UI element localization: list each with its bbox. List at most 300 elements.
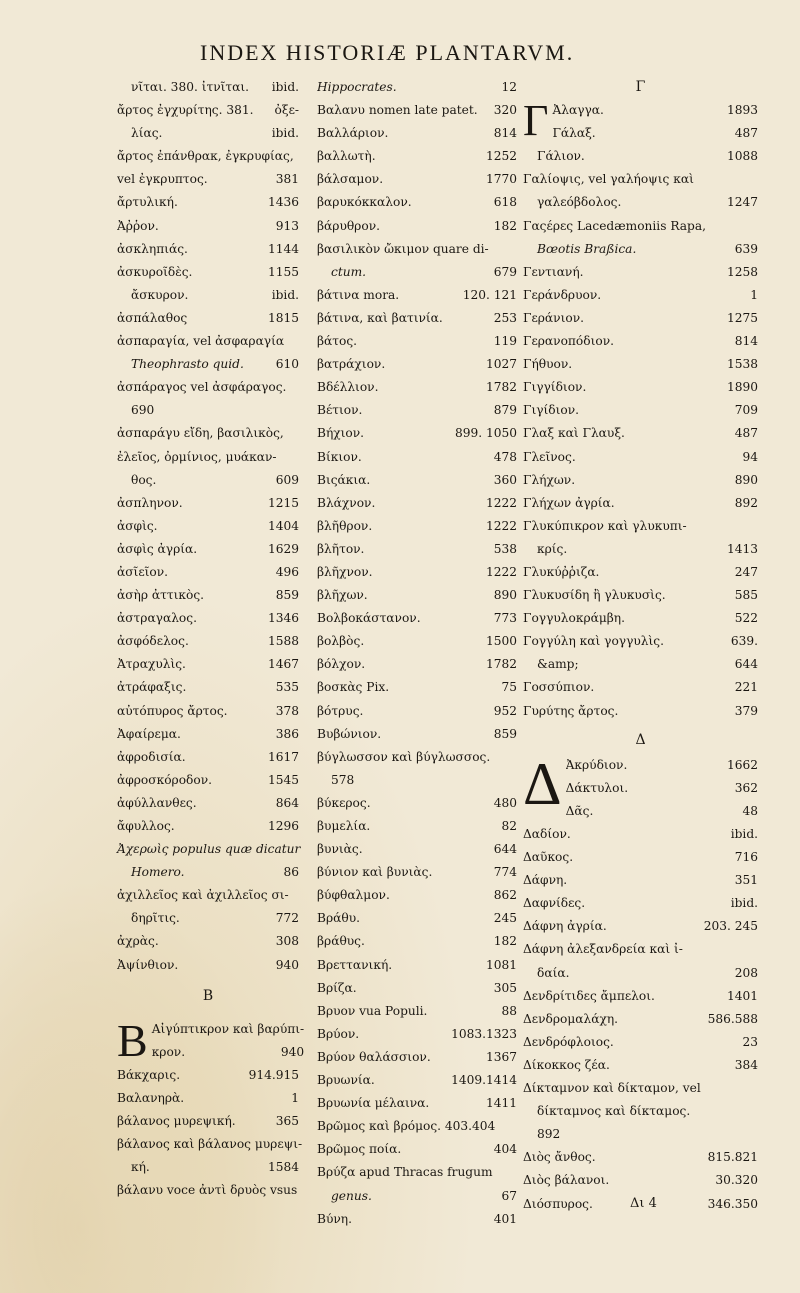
page-title: INDEX HISTORIÆ PLANTARVM. — [200, 40, 575, 65]
entry-term: Γήθυον. — [523, 357, 573, 372]
entry-page: 1222 — [485, 564, 517, 579]
entry-term: Διὸς βάλανοι. — [523, 1173, 610, 1188]
index-entry — [317, 469, 517, 492]
entry-page: 1782 — [485, 380, 517, 395]
entry-page: 914.915 — [248, 1067, 299, 1082]
entry-page: 12 — [501, 80, 517, 94]
entry-term: Ἀτραχυλὶς. — [117, 657, 186, 672]
entry-page: 639 — [734, 241, 758, 256]
index-entry — [117, 238, 299, 261]
entry-page: 386 — [275, 726, 299, 741]
entry-term: Γοσσύπιον. — [523, 680, 595, 695]
entry-page: 308 — [275, 934, 299, 949]
entry-term: ἀσπληνον. — [117, 495, 183, 510]
entry-term: ἀστραγαλος. — [117, 611, 197, 626]
entry-page: 86 — [283, 865, 299, 880]
index-entry — [317, 76, 517, 99]
entry-term: Ἀῤῥον. — [117, 218, 159, 233]
index-entry — [317, 353, 517, 376]
entry-page: 1296 — [267, 819, 299, 833]
index-entry — [317, 1115, 517, 1138]
entry-page: 378 — [275, 703, 299, 718]
index-entry — [317, 399, 517, 422]
entry-page: 1346 — [267, 611, 299, 626]
entry-term: βαλλωτὴ. — [317, 149, 376, 164]
entry-term: Βρῶμος καὶ βρόμος. 403.404 — [317, 1119, 496, 1134]
entry-term: βόλχον. — [317, 657, 366, 672]
entry-term: βύκερος. — [317, 795, 371, 810]
index-entry — [552, 122, 758, 145]
entry-term: βάρυθρον. — [317, 218, 380, 233]
index-entry — [317, 538, 517, 561]
entry-term: Βάκχαρις. — [117, 1067, 181, 1082]
drop-cap-block — [523, 96, 758, 146]
entry-term: Βρεττανική. — [317, 957, 393, 972]
index-entry — [523, 261, 758, 284]
entry-term: βλῆχων. — [317, 588, 368, 603]
index-entry — [317, 723, 517, 746]
entry-term: ἀσφόδελος. — [117, 634, 189, 649]
entry-page: 487 — [734, 126, 758, 141]
entry-term: Γλεῖνος. — [523, 449, 576, 464]
entry-page: 1 — [750, 287, 758, 302]
index-entry — [523, 1031, 758, 1054]
entry-page: 618 — [493, 195, 517, 210]
entry-page: 709 — [734, 403, 758, 418]
entry-term: Βολβοκάστανον. — [317, 611, 421, 626]
entry-page: 1584 — [267, 1160, 299, 1175]
entry-term: Βράθυ. — [317, 911, 360, 926]
entry-term: βύφθαλμον. — [317, 888, 390, 903]
entry-continuation: 690 — [131, 403, 155, 418]
entry-term: γαλεόβδολος. — [537, 195, 622, 210]
index-entry — [117, 469, 299, 492]
index-entry — [566, 777, 758, 800]
entry-term: Βήχιον. — [317, 426, 365, 441]
entry-term: Δαδίον. — [523, 827, 571, 841]
signature-mark: Δι 4 — [630, 1196, 657, 1211]
index-entry — [317, 191, 517, 214]
index-column-2 — [317, 76, 517, 1231]
index-entry — [117, 261, 299, 284]
entry-page: 952 — [493, 703, 517, 718]
entry-page: 1144 — [267, 241, 299, 256]
entry-term: Δαῦκος. — [523, 850, 574, 865]
entry-term: βάλανος μυρεψική. — [117, 1114, 236, 1129]
index-entry — [117, 191, 299, 214]
entry-page: 1367 — [485, 1049, 517, 1064]
entry-term: ἀφροσκόροδον. — [117, 772, 213, 787]
entry-page: 253 — [493, 310, 517, 325]
entry-page: 362 — [734, 780, 758, 795]
entry-page: 1 — [291, 1091, 299, 1106]
index-entry — [523, 376, 758, 399]
entry-term: βολβὸς. — [317, 634, 365, 649]
index-entry — [117, 815, 299, 838]
entry-term: ἄρτυλική. — [117, 195, 178, 210]
index-entry — [317, 607, 517, 630]
drop-cap-block — [523, 750, 758, 823]
index-entry — [317, 1138, 517, 1161]
index-entry — [117, 607, 299, 630]
entry-term: ἄφυλλος. — [117, 819, 175, 833]
entry-page: 1088 — [726, 149, 758, 164]
entry-term: Δίκοκκος ζέα. — [523, 1057, 610, 1072]
index-entry — [317, 653, 517, 676]
entry-term: νῖται. 380. ἰτνῖται. — [131, 80, 250, 94]
entry-term: Γερανοπόδιον. — [523, 334, 614, 349]
entry-term: Βρυωνία μέλαινα. — [317, 1096, 430, 1111]
entry-page: 67 — [501, 1188, 517, 1203]
entry-term: Γεράνιον. — [523, 310, 584, 325]
entry-page: 639. — [730, 634, 758, 649]
index-entry — [317, 261, 517, 284]
entry-term: Γιγίδιον. — [523, 403, 580, 418]
entry-page: 208 — [734, 965, 758, 980]
entry-page: 1222 — [485, 495, 517, 510]
index-entry — [117, 746, 299, 769]
entry-page: 221 — [734, 680, 758, 695]
entry-page: 1027 — [485, 357, 517, 372]
entry-page: 404 — [493, 1142, 517, 1157]
entry-term: Γιγγίδιον. — [523, 380, 587, 395]
entry-page: ὀξε- — [274, 103, 299, 118]
index-entry — [317, 792, 517, 815]
entry-term: Διόσπυρος. — [523, 1196, 593, 1211]
entry-page: 1155 — [267, 264, 299, 279]
entry-page: 1617 — [267, 749, 299, 764]
index-entry — [523, 584, 758, 607]
entry-term: θος. — [131, 472, 157, 487]
index-entry — [117, 676, 299, 699]
entry-line: Ἀχερωὶς populus quæ dicatur — [117, 842, 301, 857]
entry-page: 379 — [734, 703, 758, 718]
entry-term: Δάκτυλοι. — [565, 780, 629, 795]
entry-page: 360 — [493, 472, 517, 487]
entry-term: ἀτράφαξις. — [117, 680, 187, 695]
entry-term: ἀφύλλανθες. — [117, 795, 197, 810]
index-entry — [552, 99, 758, 122]
entry-page: 716 — [734, 850, 758, 865]
entry-page: 30.320 — [715, 1173, 758, 1188]
entry-page — [513, 1115, 517, 1138]
entry-term: ἀσκληπιάς. — [117, 241, 188, 256]
entry-page: 182 — [493, 934, 517, 949]
entry-page: 1538 — [726, 357, 758, 372]
entry-line: ἄρτος ἐπάνθρακ, ἐγκρυφίας, — [117, 149, 294, 164]
entry-term: βυμελία. — [317, 819, 371, 833]
entry-term: Γλήχων ἀγρία. — [523, 495, 615, 510]
entry-page: 351 — [734, 873, 758, 888]
entry-page: 496 — [275, 564, 299, 579]
entry-page: 1467 — [267, 657, 299, 672]
index-entry — [117, 1156, 299, 1179]
entry-line: βάλανος καὶ βάλανος μυρεψι- — [117, 1137, 303, 1152]
index-entry — [523, 353, 758, 376]
index-entry — [317, 1000, 517, 1023]
index-entry — [317, 977, 517, 1000]
entry-term: βάτινα, καὶ βατινία. — [317, 310, 443, 325]
index-entry — [523, 307, 758, 330]
entry-page: 365 — [275, 1114, 299, 1129]
entry-term: Δᾶς. — [565, 803, 594, 818]
entry-term: vel ἐγκρυπτος. — [117, 172, 208, 187]
index-entry — [523, 823, 758, 846]
entry-page: 1629 — [267, 541, 299, 556]
index-entry — [117, 769, 299, 792]
index-entry — [317, 884, 517, 907]
entry-term: ἄσκυρον. — [131, 287, 189, 302]
entry-term: ἀσῖεῖον. — [117, 564, 169, 579]
entry-line: Αἰγύπτικρον καὶ βαρύπι- — [151, 1021, 305, 1036]
index-entry — [317, 422, 517, 445]
entry-page: 1413 — [726, 541, 758, 556]
entry-page: ibid. — [271, 80, 299, 94]
index-entry — [117, 792, 299, 815]
entry-term: Ἀψίνθιον. — [117, 957, 179, 972]
index-entry — [317, 561, 517, 584]
index-entry — [117, 353, 299, 376]
entry-term: Βύνη. — [317, 1211, 352, 1226]
entry-page: 679 — [493, 264, 517, 279]
entry-term: βλῆτον. — [317, 541, 365, 556]
index-entry — [523, 284, 758, 307]
entry-line: δίκταμνος καὶ δίκταμος. — [537, 1104, 691, 1119]
index-entry — [523, 492, 758, 515]
entry-line: βύγλωσσον καὶ βύγλωσσος. — [317, 749, 491, 764]
entry-term: δαία. — [537, 965, 570, 980]
entry-page: 1815 — [267, 310, 299, 325]
index-entry — [523, 145, 758, 168]
index-entry — [117, 954, 299, 977]
index-entry — [317, 584, 517, 607]
index-entry — [117, 930, 299, 953]
entry-term: βράθυς. — [317, 934, 365, 949]
entry-term: Βλάχνον. — [317, 495, 376, 510]
index-entry — [523, 653, 758, 676]
entry-page: 644 — [734, 657, 758, 672]
entry-term: ἄρτος ἐγχυρίτης. 381. — [117, 103, 254, 118]
entry-page: 1215 — [267, 495, 299, 510]
entry-page: 1222 — [485, 518, 517, 533]
entry-term: Δενδρόφλοιος. — [523, 1034, 614, 1049]
entry-term: ctum. — [331, 264, 367, 279]
index-entry — [317, 1092, 517, 1115]
entry-term: βύνιον καὶ βυνιὰς. — [317, 865, 433, 880]
entry-page: 1275 — [726, 310, 758, 325]
entry-term: Βαλανηρὰ. — [117, 1091, 185, 1106]
entry-page: 1081 — [485, 957, 517, 972]
entry-page: 88 — [501, 1003, 517, 1018]
entry-term: Theophrasto quid. — [131, 357, 244, 372]
entry-term: βάτος. — [317, 334, 358, 349]
entry-line: Γαλίοψις, vel γαλήοψις καὶ — [523, 172, 694, 187]
entry-page: 862 — [493, 888, 517, 903]
entry-page: 1409.1414 — [451, 1073, 517, 1088]
entry-page: 401 — [493, 1211, 517, 1226]
index-entry — [317, 930, 517, 953]
section-heading-d: Δ — [635, 731, 646, 748]
index-entry — [317, 954, 517, 977]
entry-page: 522 — [734, 611, 758, 626]
entry-term: &amp; — [537, 657, 579, 672]
entry-term: Βρύον. — [317, 1026, 360, 1041]
entry-term: Δάφνη ἀγρία. — [523, 919, 607, 934]
entry-term: δηρῖτις. — [131, 911, 180, 926]
entry-page: 1258 — [726, 264, 758, 279]
entry-page: 773 — [493, 611, 517, 626]
entry-page: 320 — [493, 103, 517, 118]
index-entry — [317, 284, 517, 307]
entry-page: 245 — [493, 911, 517, 926]
index-entry — [523, 892, 758, 915]
index-entry — [117, 515, 299, 538]
entry-page: 478 — [493, 449, 517, 464]
entry-page: 535 — [275, 680, 299, 695]
entry-continuation: 892 — [537, 1127, 561, 1142]
entry-term: Homero. — [131, 865, 185, 880]
entry-term: Βρῶμος ποία. — [317, 1142, 402, 1157]
entry-page: 586.588 — [707, 1011, 758, 1026]
index-entry — [117, 561, 299, 584]
index-entry — [117, 861, 299, 884]
index-entry — [317, 838, 517, 861]
entry-page: 1662 — [726, 757, 758, 772]
entry-term: ἀσπάλαθος — [117, 310, 188, 325]
index-entry — [117, 492, 299, 515]
index-entry — [523, 399, 758, 422]
index-entry — [117, 584, 299, 607]
entry-page: 1500 — [485, 634, 517, 649]
entry-term: ἀφροδισία. — [117, 749, 186, 764]
drop-cap-entries — [152, 1018, 304, 1064]
entry-line: ἀσπαράγυ εἴδη, βασιλικὸς, — [117, 426, 284, 441]
entry-page: 940 — [280, 1044, 305, 1059]
entry-term: ἀσὴρ ἀττικὸς. — [117, 588, 205, 603]
entry-term: βλῆθρον. — [317, 518, 373, 533]
index-entry — [317, 492, 517, 515]
index-entry — [523, 915, 758, 938]
entry-page: 940 — [275, 957, 299, 972]
entry-term: κή. — [131, 1160, 150, 1175]
index-entry — [317, 907, 517, 930]
entry-term: Hippocrates. — [317, 80, 397, 94]
entry-line: Δίκταμνον καὶ δίκταμον, vel — [523, 1081, 701, 1096]
index-entry — [117, 700, 299, 723]
entry-page: 1411 — [485, 1096, 517, 1111]
entry-term: ἀσφὶς ἀγρία. — [117, 541, 198, 556]
entry-term: ἀχρὰς. — [117, 934, 159, 949]
entry-page: ibid. — [271, 287, 299, 302]
index-entry — [117, 907, 299, 930]
entry-term: Γογγύλη καὶ γογγυλὶς. — [523, 634, 664, 649]
entry-line: Γλυκύπικρον καὶ γλυκυπι- — [523, 518, 687, 533]
index-entry — [566, 754, 758, 777]
index-entry — [317, 168, 517, 191]
entry-page: 899. 1050 — [454, 426, 517, 441]
index-entry — [523, 469, 758, 492]
entry-term: Δενδρίτιδες ἄμπελοι. — [523, 988, 655, 1003]
drop-cap: Β — [117, 1014, 148, 1066]
entry-page: ibid. — [271, 126, 299, 141]
entry-page: 48 — [742, 803, 758, 818]
index-entry — [117, 1110, 299, 1133]
entry-term: Βιςάκια. — [317, 472, 371, 487]
entry-page: 1083.1323 — [451, 1026, 517, 1041]
entry-term: βατράχιον. — [317, 357, 386, 372]
index-entry — [117, 284, 299, 307]
index-entry — [566, 800, 758, 823]
entry-term: Βέτιον. — [317, 403, 363, 418]
entry-page: 774 — [493, 865, 517, 880]
entry-term: Γεντιανή. — [523, 264, 584, 279]
entry-page: 644 — [493, 842, 517, 857]
entry-page: 1890 — [726, 380, 758, 395]
entry-page: 890 — [493, 588, 517, 603]
index-entry — [117, 215, 299, 238]
entry-term: λίας. — [131, 126, 163, 141]
entry-page: 815.821 — [707, 1150, 758, 1165]
index-entry — [317, 307, 517, 330]
entry-page: 75 — [501, 680, 517, 695]
index-entry — [523, 561, 758, 584]
index-entry — [152, 1041, 304, 1064]
entry-term: Γάλαξ. — [552, 126, 596, 141]
entry-page: 859 — [275, 588, 299, 603]
entry-term: Βρύον θαλάσσιον. — [317, 1049, 431, 1064]
entry-line: βασιλικὸν ὤκιμον quare di- — [317, 241, 489, 256]
index-entry — [317, 861, 517, 884]
index-entry — [523, 330, 758, 353]
drop-cap-block — [117, 1014, 305, 1066]
entry-page: 120. 121 — [462, 287, 517, 302]
entry-line: ἐλεῖος, ὀρμίνιος, μυάκαν- — [117, 449, 277, 464]
entry-line: Γαςέρες Lacedæmoniis Rapa, — [523, 218, 706, 233]
entry-term: βυνιὰς. — [317, 842, 363, 857]
entry-term: Ἀλαγγα. — [552, 103, 604, 118]
index-entry — [523, 1008, 758, 1031]
entry-page: 1404 — [267, 518, 299, 533]
entry-page: 610 — [275, 357, 299, 372]
entry-page: 913 — [275, 218, 299, 233]
entry-page: 859 — [493, 726, 517, 741]
entry-term: Βαλλάριον. — [317, 126, 389, 141]
entry-term: Δενδρομαλάχη. — [523, 1011, 619, 1026]
entry-term: Δάφνη. — [523, 873, 568, 888]
index-entry — [523, 1054, 758, 1077]
entry-term: Γάλιον. — [537, 149, 585, 164]
drop-cap-entries — [552, 99, 758, 145]
entry-page: 1770 — [485, 172, 517, 187]
entry-term: Βδέλλιον. — [317, 380, 379, 395]
entry-term: κρίς. — [537, 541, 568, 556]
entry-page: 247 — [734, 564, 758, 579]
entry-page: 346.350 — [707, 1196, 758, 1211]
entry-page: 1252 — [485, 149, 517, 164]
entry-page: 119 — [493, 334, 517, 349]
index-entry — [317, 815, 517, 838]
entry-page: 82 — [501, 819, 517, 833]
index-entry — [523, 422, 758, 445]
entry-term: Δαφνίδες. — [523, 896, 586, 911]
entry-page: 23 — [742, 1034, 758, 1049]
entry-page: 1893 — [726, 103, 758, 118]
entry-term: Βρίζα. — [317, 980, 357, 995]
entry-page: 182 — [493, 218, 517, 233]
entry-page: 1436 — [267, 195, 299, 210]
entry-page: 538 — [493, 541, 517, 556]
index-entry — [317, 1069, 517, 1092]
